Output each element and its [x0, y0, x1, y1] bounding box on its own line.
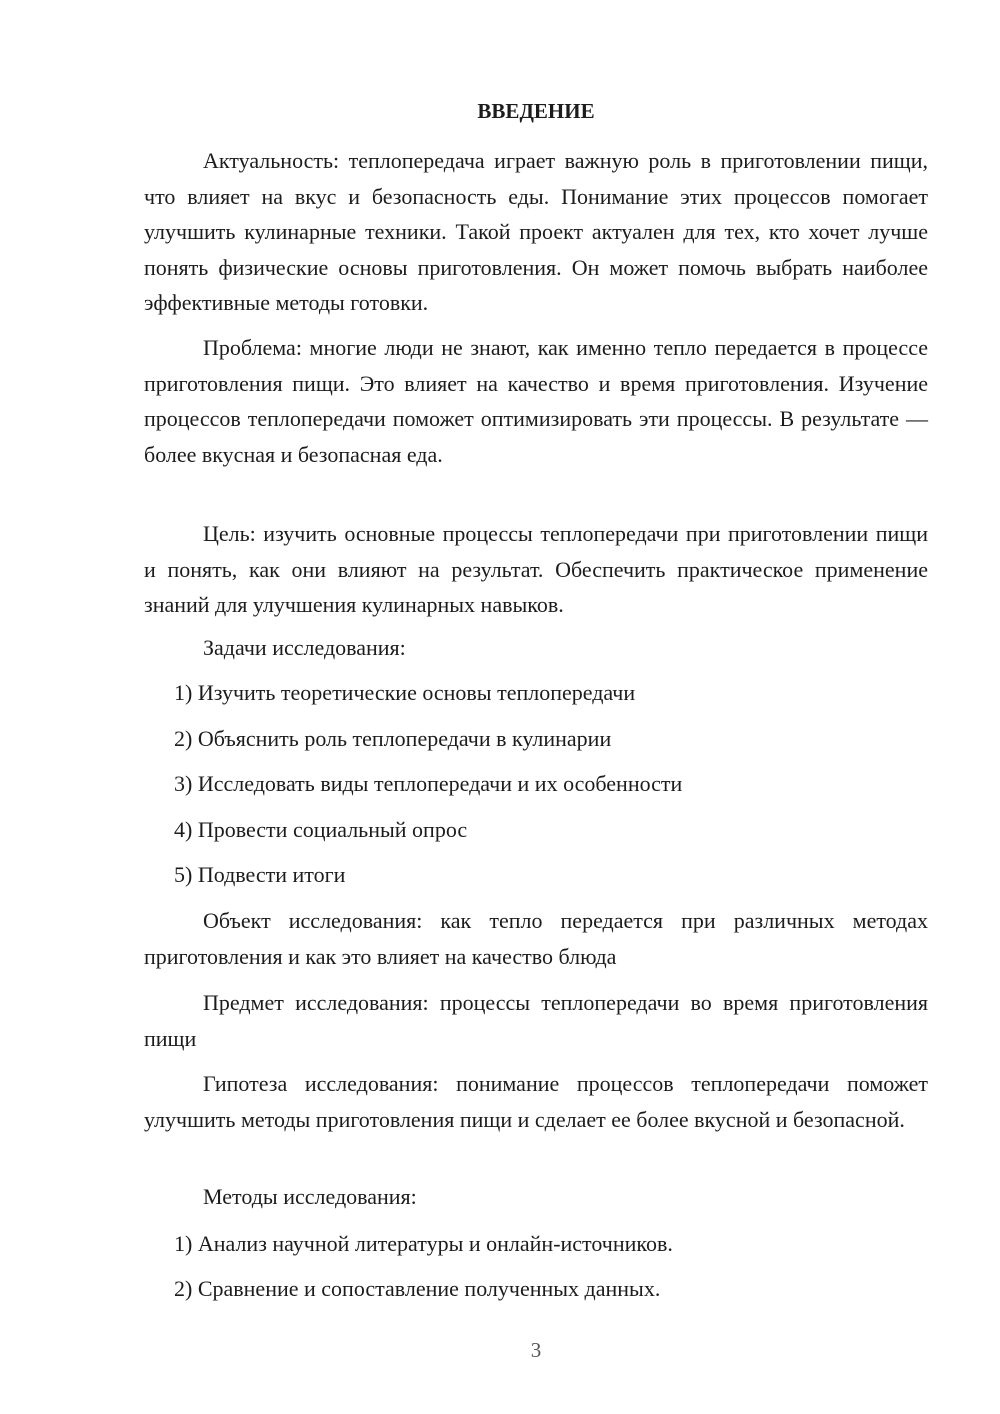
page-title: ВВЕДЕНИЕ — [477, 99, 595, 123]
tasks-heading: Задачи исследования: — [203, 635, 406, 660]
method-item: 1) Анализ научной литературы и онлайн-источников. — [174, 1231, 673, 1256]
page-number: 3 — [530, 1338, 542, 1362]
problem-paragraph: Проблема: многие люди не знают, как именно тепло передается в процессе приготовления пищи. Это влияет на качество и время приготовления. Изучение процессов теплопередачи поможет оптимизировать эти процессы. В результате — более вкусная и безопасная еда. — [144, 335, 928, 467]
task-item: 2) Объяснить роль теплопередачи в кулинарии — [174, 726, 612, 751]
hypothesis-paragraph: Гипотеза исследования: понимание процессов теплопередачи поможет улучшить методы приготовления пищи и сделает ее более вкусной и безопасной. — [144, 1071, 928, 1132]
subject-paragraph: Предмет исследования: процессы теплопередачи во время приготовления пищи — [144, 990, 928, 1051]
object-paragraph: Объект исследования: как тепло передается при различных методах приготовления и как это влияет на качество блюда — [144, 908, 928, 969]
task-item: 5) Подвести итоги — [174, 862, 346, 887]
task-item: 1) Изучить теоретические основы теплопередачи — [174, 680, 636, 705]
task-item: 3) Исследовать виды теплопередачи и их особенности — [174, 771, 683, 796]
goal-paragraph: Цель: изучить основные процессы теплопередачи при приготовлении пищи и понять, как они влияют на результат. Обеспечить практическое применение знаний для улучшения кулинарных навыков. — [144, 521, 928, 617]
task-item: 4) Провести социальный опрос — [174, 817, 468, 842]
relevance-paragraph: Актуальность: теплопередача играет важную роль в приготовлении пищи, что влияет на вкус и безопасность еды. Понимание этих процессов помогает улучшить кулинарные техники. Такой проект актуален для тех, кто хочет лучше понять физические основы приготовления. Он может помочь выбрать наиболее эффективные методы готовки. — [144, 148, 928, 315]
method-item: 2) Сравнение и сопоставление полученных данных. — [174, 1276, 661, 1301]
methods-heading: Методы исследования: — [203, 1184, 417, 1209]
